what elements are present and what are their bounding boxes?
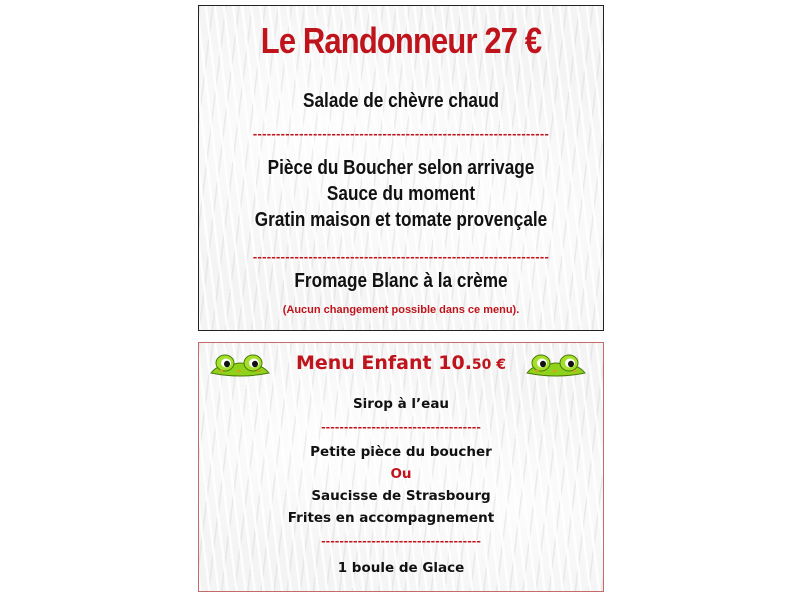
randonneur-main-course-3: Gratin maison et tomate provençale (254, 209, 548, 231)
kids-drink: Sirop à l’eau (352, 396, 450, 412)
randonneur-title (227, 20, 574, 62)
kids-dessert: 1 boule de Glace (337, 560, 465, 576)
kids-menu-card (198, 342, 604, 592)
kids-menu-price-main: 10. (438, 352, 472, 374)
kids-separator-1: ----------------------------------- (321, 421, 481, 434)
kids-side: Frites en accompagnement (287, 510, 495, 526)
randonneur-dessert: Fromage Blanc à la crème (294, 270, 508, 292)
kids-or: Ou (390, 466, 412, 482)
randonneur-note: (Aucun changement possible dans ce menu). (282, 304, 520, 316)
randonneur-separator-2: ---------------------------------------------------------------- (252, 249, 550, 264)
randonneur-price: 27 € (484, 20, 542, 61)
kids-separator-2: ----------------------------------- (321, 535, 481, 548)
kids-menu-price (438, 352, 506, 374)
kids-option-1: Petite pièce du boucher (310, 444, 492, 460)
kids-option-2: Saucisse de Strasbourg (311, 488, 491, 504)
kids-menu-price-cents: 50 € (471, 357, 507, 373)
randonneur-menu-card (198, 5, 604, 331)
randonneur-title-text: Le Randonneur (260, 20, 477, 61)
randonneur-main-course-1: Pièce du Boucher selon arrivage (267, 157, 535, 179)
randonneur-main-course-2: Sauce du moment (326, 183, 476, 205)
randonneur-starter: Salade de chèvre chaud (303, 90, 499, 112)
frog-eyes-icon (525, 349, 587, 379)
kids-menu-title-text: Menu Enfant (295, 352, 432, 374)
randonneur-separator-1: ---------------------------------------------------------------- (252, 126, 550, 141)
